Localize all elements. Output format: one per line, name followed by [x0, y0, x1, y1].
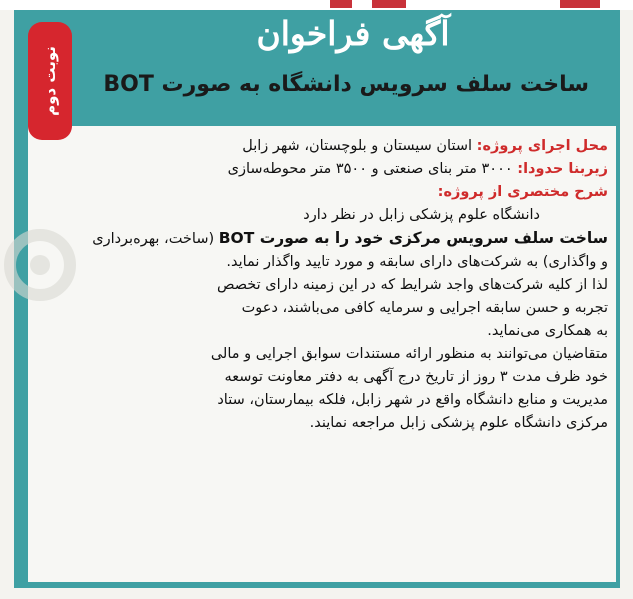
- red-mark: [560, 0, 600, 8]
- location-label: محل اجرای پروژه:: [476, 138, 608, 154]
- area-line: [36, 158, 608, 181]
- paragraph2-line: مرکزی دانشگاه علوم پزشکی زابل مراجعه نمایند.: [309, 415, 608, 431]
- summary-bold: ساخت سلف سرویس مرکزی خود را به صورت BOT: [218, 229, 608, 247]
- red-mark: [372, 0, 406, 8]
- summary-rest: (ساخت، بهره‌برداری: [92, 231, 219, 247]
- summary-label: شرح مختصری از پروژه:: [437, 184, 608, 200]
- top-strip: [0, 0, 633, 10]
- summary-line-1: دانشگاه علوم پزشکی زابل در نظر دارد: [303, 207, 540, 223]
- location-value: استان سیستان و بلوچستان، شهر زابل: [242, 138, 473, 154]
- area-label: زیربنا حدودا:: [517, 161, 608, 177]
- area-value: ۳۰۰۰ متر بنای صنعتی و ۳۵۰۰ متر محوطه‌سازی: [227, 161, 513, 177]
- ad-subtitle: ساخت سلف سرویس دانشگاه به صورت BOT: [103, 72, 589, 97]
- edition-badge-text: نوبت دوم: [41, 46, 59, 116]
- ad-title: آگهی فراخوان: [256, 14, 450, 53]
- location-line: [36, 135, 608, 158]
- paragraph1-line: تجربه و حسن سابقه اجرایی و سرمایه کافی می‌باشند، دعوت: [241, 300, 608, 316]
- paragraph1-line: به همکاری می‌نماید.: [487, 323, 608, 339]
- edition-badge: [28, 22, 72, 140]
- paragraph2-line: مدیریت و منابع دانشگاه واقع در شهر زابل، فلکه بیمارستان، ستاد: [217, 392, 608, 408]
- paragraph2-line: خود ظرف مدت ۳ روز از تاریخ درج آگهی به دفتر معاونت توسعه: [224, 369, 608, 385]
- summary-line-2: [36, 227, 608, 251]
- summary-line-3: و واگذاری) به شرکت‌های دارای سابقه و مورد تایید واگذار نماید.: [226, 254, 608, 270]
- red-mark: [330, 0, 352, 8]
- paragraph1-line: لذا از کلیه شرکت‌های واجد شرایط که در این زمینه دارای تخصص: [216, 277, 608, 293]
- paragraph2-line: متقاضیان می‌توانند به منظور ارائه مستندات سوابق اجرایی و مالی: [210, 346, 608, 362]
- ad-text: [36, 135, 608, 435]
